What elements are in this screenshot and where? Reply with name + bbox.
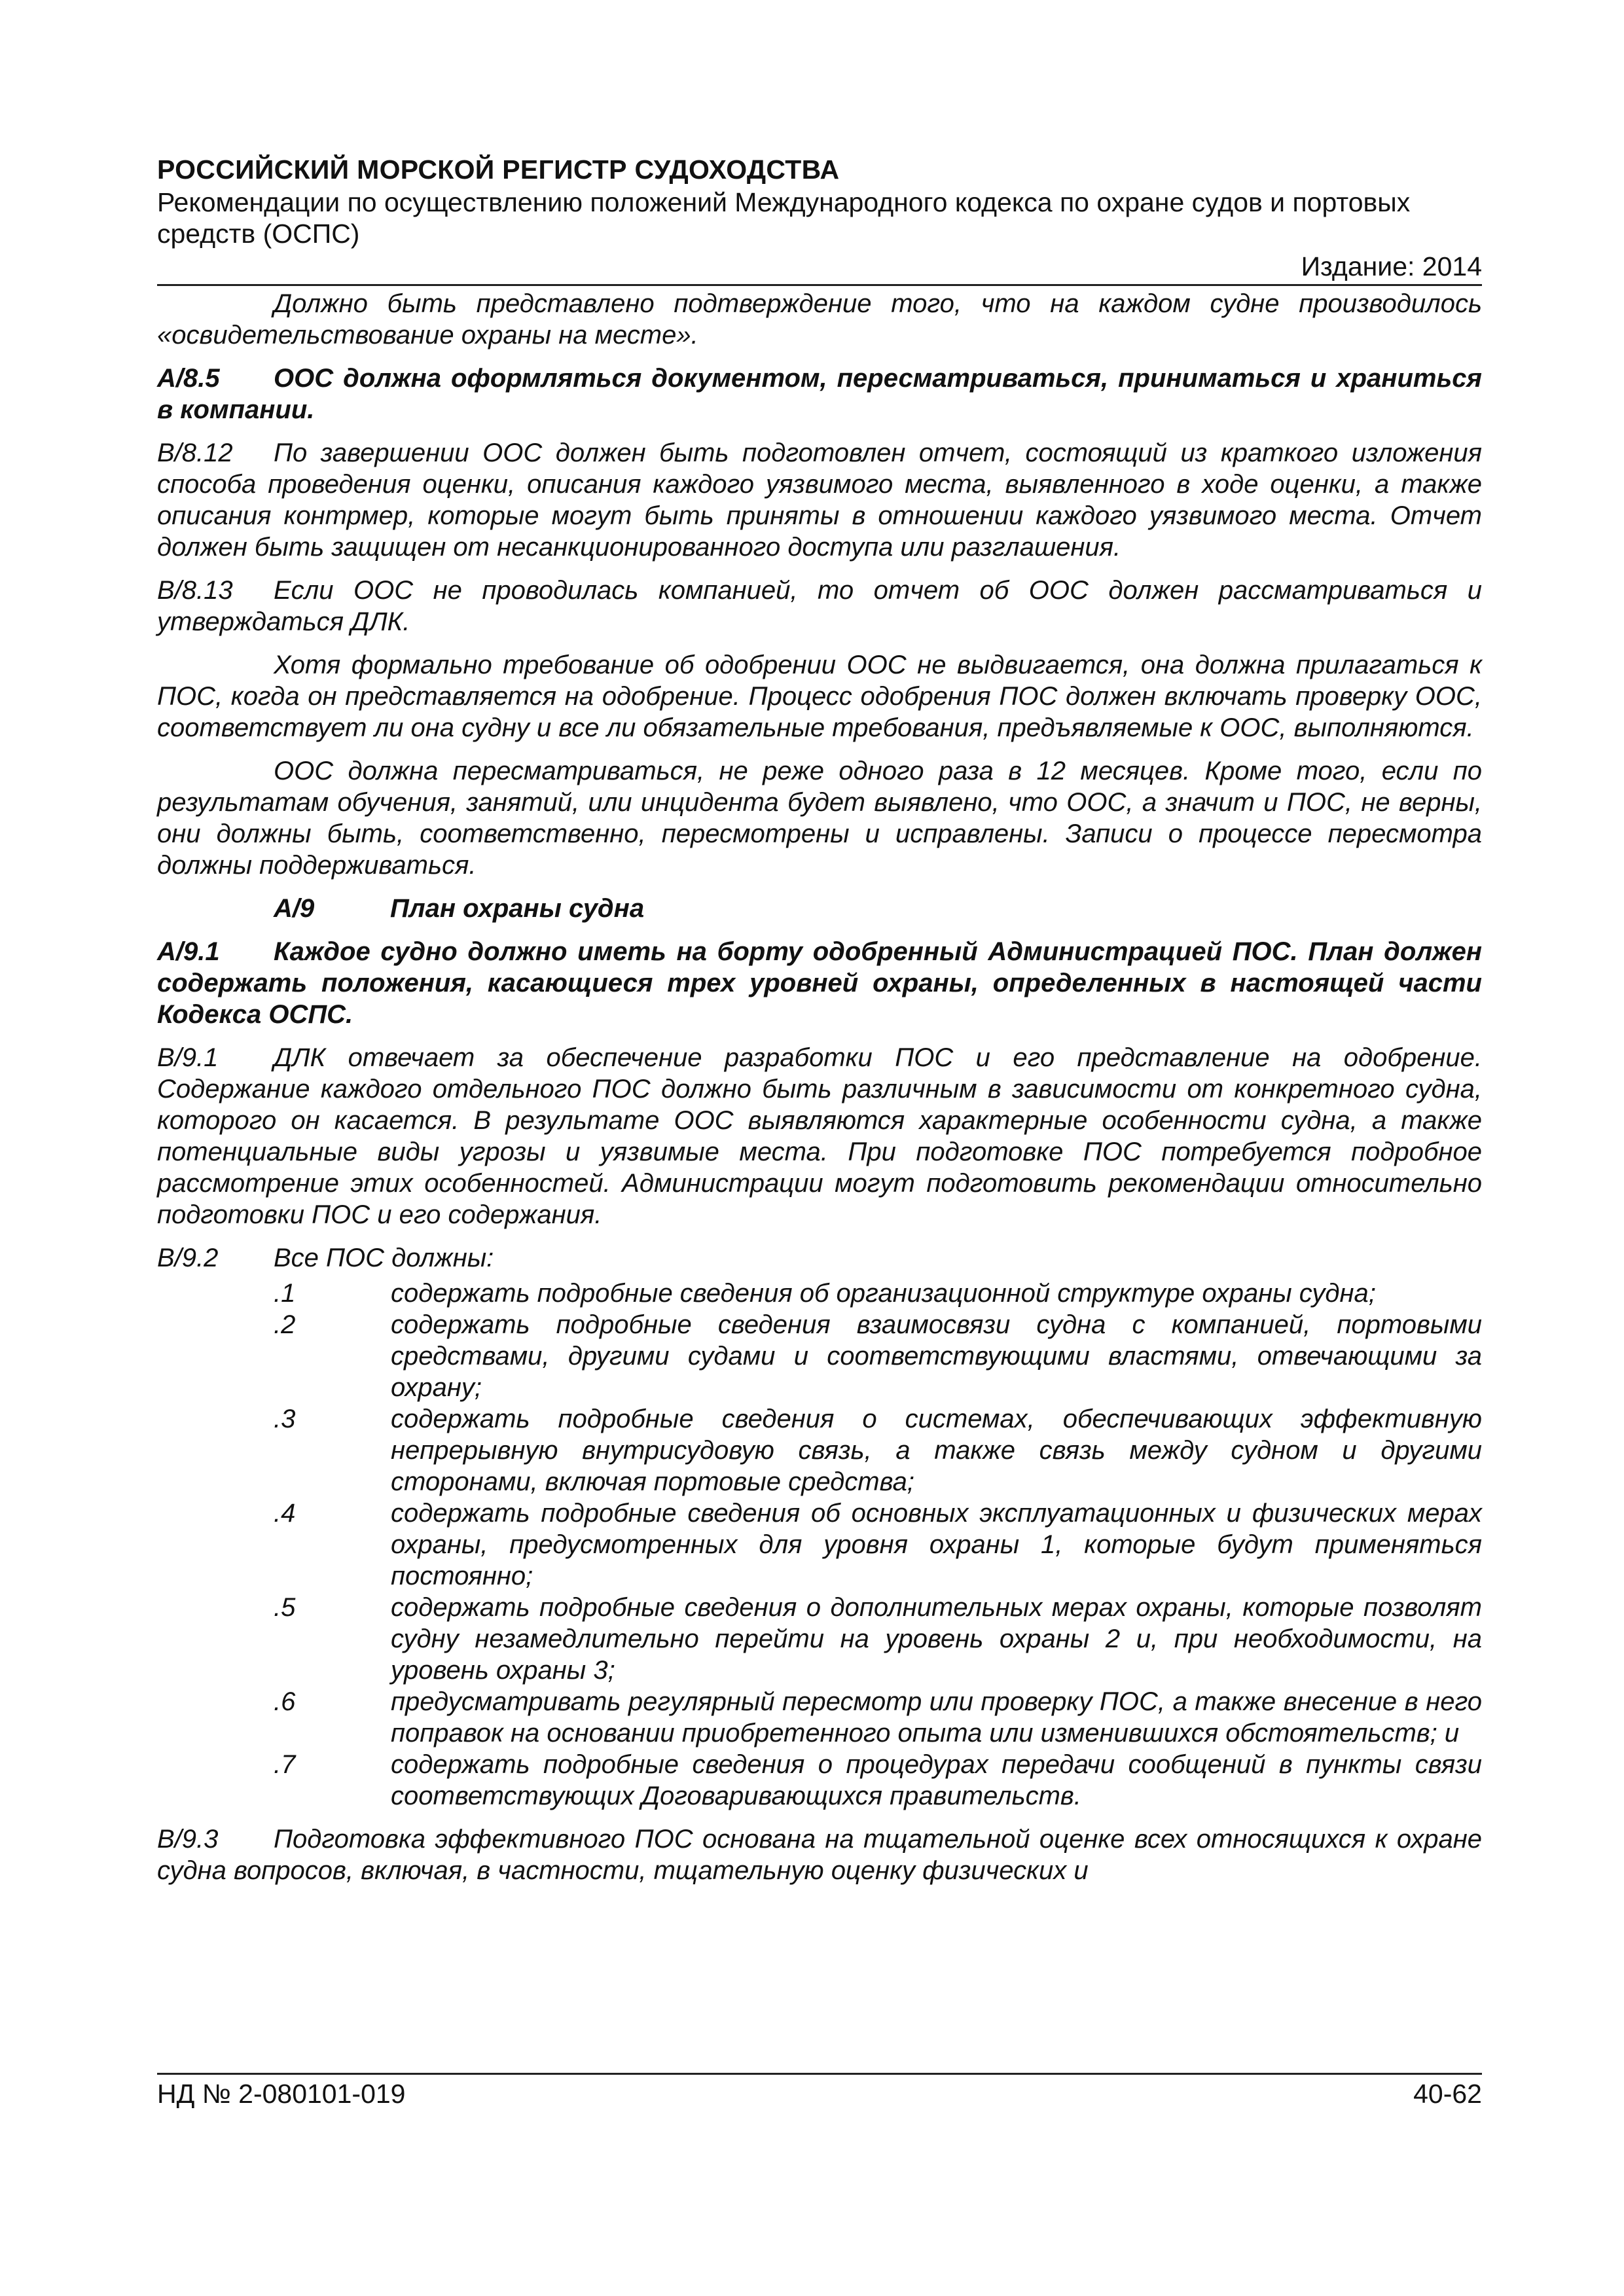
list-item <box>157 1278 1482 1309</box>
paragraph-inspection: Должно быть представлено подтверждение того, что на каждом судне производилось «освидетельствование охраны на месте». <box>157 289 1482 350</box>
section-heading-a9 <box>157 893 1482 924</box>
paragraph-approval: Хотя формально требование об одобрении ООС не выдвигается, она должна прилагаться к ПОС, когда он представляется на одобрение. Процесс одобрения ПОС должен включать проверку ООС, соответствует ли она судну и все ли обязательные требования, предъявляемые к ООС, выполняются. <box>157 651 1482 742</box>
list-item-number: .1 <box>274 1279 296 1308</box>
paragraph-review: ООС должна пересматриваться, не реже одного раза в 12 месяцев. Кроме того, если по результатам обучения, занятий, или инцидента будет выявлено, что ООС, а значит и ПОС, не верны, они должны быть, соответственно, пересмотрены и исправлены. Записи о процессе пересмотра должны поддерживаться. <box>157 757 1482 880</box>
list-item-text: содержать подробные сведения о дополнительных мерах охраны, которые позволят судну незамедлительно перейти на уровень охраны 2 и, при необходимости, на уровень охраны 3; <box>391 1593 1482 1685</box>
clause-text: Если ООС не проводилась компанией, то отчет об ООС должен рассматриваться и утверждаться ДЛК. <box>157 576 1482 636</box>
list-item-text: содержать подробные сведения об организационной структуре охраны судна; <box>391 1279 1376 1308</box>
list-item-number: .7 <box>274 1750 296 1779</box>
section-number: А/9 <box>274 894 315 923</box>
clause-label: А/8.5 <box>157 364 220 393</box>
clause-a-9-1 <box>157 936 1482 1030</box>
clause-b-8-12 <box>157 437 1482 563</box>
footer-page-number: 40-62 <box>1413 2079 1482 2109</box>
list-item-text: содержать подробные сведения о процедурах передачи сообщений в пункты связи соответствующих Договаривающихся правительств. <box>391 1750 1482 1810</box>
clause-label: В/8.12 <box>157 439 233 467</box>
clause-text: Каждое судно должно иметь на борту одобренный Администрацией ПОС. План должен содержать положения, касающиеся трех уровней охраны, определенных в настоящей части Кодекса ОСПС. <box>157 937 1482 1029</box>
clause-text: ДЛК отвечает за обеспечение разработки ПОС и его представление на одобрение. Содержание каждого отдельного ПОС должно быть различным в зависимости от конкретного судна, которого он касается. В результате ООС выявляются характерные особенности судна, а также потенциальные виды угрозы и уязвимые места. При подготовке ПОС потребуется подробное рассмотрение этих особенностей. Администрации могут подготовить рекомендации относительно подготовки ПОС и его содержания. <box>157 1043 1482 1229</box>
list-item-text: содержать подробные сведения о системах, обеспечивающих эффективную непрерывную внутрисудовую связь, а также связь между судном и другими сторонами, включая портовые средства; <box>391 1405 1482 1496</box>
clause-b-9-3 <box>157 1823 1482 1886</box>
footer-rule <box>157 2073 1482 2075</box>
section-title: План охраны судна <box>390 894 645 923</box>
list-item-text: предусматривать регулярный пересмотр или проверку ПОС, а также внесение в него поправок на основании приобретенного опыта или изменившихся обстоятельств; и <box>391 1687 1482 1748</box>
list-item <box>157 1749 1482 1812</box>
clause-label: В/9.2 <box>157 1244 219 1272</box>
clause-label: В/9.1 <box>157 1043 219 1072</box>
clause-text: Подготовка эффективного ПОС основана на тщательной оценке всех относящихся к охране судна вопросов, включая, в частности, тщательную оценку физических и <box>157 1825 1482 1885</box>
clause-text: Все ПОС должны: <box>274 1244 494 1272</box>
list-item-number: .3 <box>274 1405 296 1433</box>
clause-text: ООС должна оформляться документом, пересматриваться, приниматься и храниться в компании. <box>157 364 1482 424</box>
clause-b-9-2 <box>157 1242 1482 1274</box>
header-rule <box>157 284 1482 286</box>
list-item-number: .5 <box>274 1593 296 1622</box>
document-body <box>157 288 1482 1898</box>
list-item <box>157 1309 1482 1403</box>
list-item <box>157 1686 1482 1749</box>
header-organization: РОССИЙСКИЙ МОРСКОЙ РЕГИСТР СУДОХОДСТВА <box>157 154 840 185</box>
clause-text: По завершении ООС должен быть подготовлен отчет, состоящий из краткого изложения способа проведения оценки, описания каждого уязвимого места, выявленного в ходе оценки, а также описания контрмер, которые могут быть приняты в отношении каждого уязвимого места. Отчет должен быть защищен от несанкционированного доступа или разглашения. <box>157 439 1482 562</box>
list-item <box>157 1592 1482 1686</box>
clause-label: В/8.13 <box>157 576 233 605</box>
clause-label: А/9.1 <box>157 937 220 966</box>
list-item-number: .6 <box>274 1687 296 1716</box>
list-item-text: содержать подробные сведения об основных эксплуатационных и физических мерах охраны, предусмотренных для уровня охраны 1, которые будут применяться постоянно; <box>391 1499 1482 1590</box>
list-item-text: содержать подробные сведения взаимосвязи судна с компанией, портовыми средствами, другими судами и соответствующими властями, отвечающими за охрану; <box>391 1310 1482 1402</box>
list-item-number: .2 <box>274 1310 296 1339</box>
header-edition: Издание: 2014 <box>1301 251 1482 281</box>
list-item-number: .4 <box>274 1499 296 1528</box>
list-item <box>157 1498 1482 1592</box>
clause-b-9-1 <box>157 1042 1482 1230</box>
header-subtitle: Рекомендации по осуществлению положений Международного кодекса по охране судов и портовых средств (ОСПС) <box>157 187 1411 249</box>
footer-document-number: НД № 2-080101-019 <box>157 2079 406 2109</box>
clause-label: В/9.3 <box>157 1825 219 1854</box>
clause-b-8-13 <box>157 575 1482 637</box>
list-item <box>157 1403 1482 1498</box>
clause-a-8-5 <box>157 363 1482 425</box>
requirements-list <box>157 1278 1482 1812</box>
